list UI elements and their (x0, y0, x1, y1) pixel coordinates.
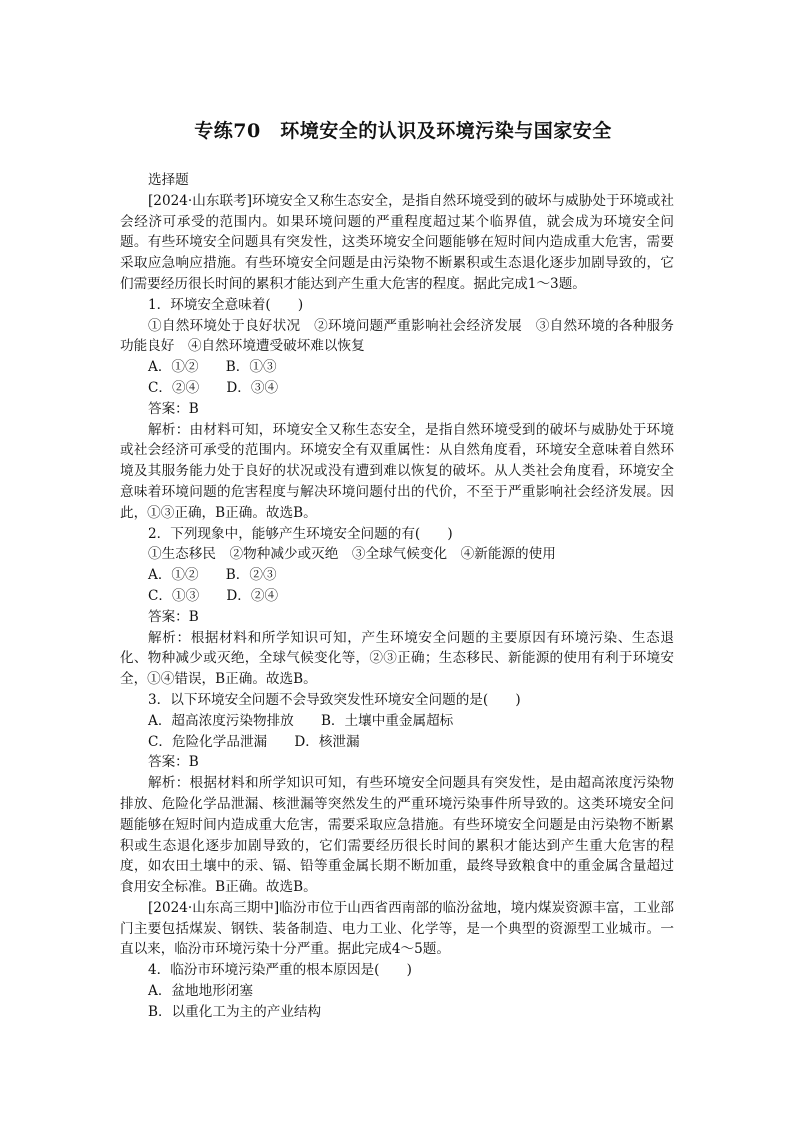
question-2-answer: 答案：B (148, 608, 199, 625)
question-1-options-row-2: C．②④ D．③④ (148, 379, 279, 396)
question-2-options-row-1: A．①② B．②③ (148, 567, 277, 584)
question-2-items: ①生态移民 ②物种减少或灭绝 ③全球气候变化 ④新能源的使用 (148, 546, 556, 563)
question-2-stem: 2．下列现象中，能够产生环境安全问题的有( ) (148, 525, 453, 542)
question-3-stem: 3．以下环境安全问题不会导致突发性环境安全问题的是( ) (148, 691, 521, 708)
material-paragraph-1: [2024·山东联考]环境安全又称生态安全，是指自然环境受到的破坏与威胁处于环境或社会经济可承受的范围内。如果环境问题的严重程度超过某个临界值，就会成为环境安全问题。有些环境安全问题具有突发性，这类环境安全问题能够在短时间内造成重大危害，需要采取应急响应措施。有些环境安全问题是由污染物不断累积或生态退化逐步加剧导致的，它们需要经历很长时间的累积才能达到产生重大危害的程度。据此完成1～3题。 (120, 192, 674, 292)
material-paragraph-2: [2024·山东高三期中]临汾市位于山西省西南部的临汾盆地，境内煤炭资源丰富，工业部门主要包括煤炭、钢铁、装备制造、电力工业、化学等，是一个典型的资源型工业城市。一直以来，临汾市环境污染十分严重。据此完成4～5题。 (120, 899, 674, 958)
document-body (120, 170, 674, 1023)
question-3-options-row-1: A．超高浓度污染物排放 B．土壤中重金属超标 (148, 712, 454, 729)
question-1-items: ①自然环境处于良好状况 ②环境问题严重影响社会经济发展 ③自然环境的各种服务功能良好 ④自然环境遭受破坏难以恢复 (120, 317, 674, 355)
question-1-answer: 答案：B (148, 400, 199, 417)
question-4-stem: 4．临汾市环境污染严重的根本原因是( ) (148, 962, 412, 979)
question-1-options-row-1: A．①② B．①③ (148, 359, 277, 376)
question-3-answer: 答案：B (148, 754, 199, 771)
question-4-option-a: A．盆地地形闭塞 (148, 983, 253, 1000)
question-2-analysis: 解析：根据材料和所学知识可知，产生环境安全问题的主要原因有环境污染、生态退化、物种减少或灭绝，全球气候变化等，②③正确；生态移民、新能源的使用有利于环境安全，①④错误，B正确。故选B。 (120, 629, 674, 688)
question-2-options-row-2: C．①③ D．②④ (148, 587, 279, 604)
question-3-analysis: 解析：根据材料和所学知识可知，有些环境安全问题具有突发性，是由超高浓度污染物排放、危险化学品泄漏、核泄漏等突然发生的严重环境污染事件所导致的。这类环境安全问题能够在短时间内造成重大危害，需要采取应急措施。有些环境安全问题是由污染物不断累积或生态退化逐步加剧导致的，它们需要经历很长时间的累积才能达到产生重大危害的程度，如农田土壤中的汞、镉、铅等重金属长期不断加重，最终导致粮食中的重金属含量超过食用安全标准。B正确。故选B。 (120, 775, 674, 896)
question-4-option-b: B．以重化工为主的产业结构 (148, 1003, 322, 1020)
question-1-analysis: 解析：由材料可知，环境安全又称生态安全，是指自然环境受到的破坏与威胁处于环境或社会经济可承受的范围内。环境安全有双重属性：从自然角度看，环境安全意味着自然环境及其服务能力处于良好的状况或没有遭到难以恢复的破坏。从人类社会角度看，环境安全意味着环境问题的危害程度与解决环境问题付出的代价，不至于严重影响社会经济发展。因此，①③正确，B正确。故选B。 (120, 421, 674, 521)
page-title: 专练70 环境安全的认识及环境污染与国家安全 (194, 120, 612, 142)
question-3-options-row-2: C．危险化学品泄漏 D．核泄漏 (148, 733, 360, 750)
section-heading: 选择题 (148, 172, 189, 188)
question-1-stem: 1．环境安全意味着( ) (148, 296, 304, 313)
